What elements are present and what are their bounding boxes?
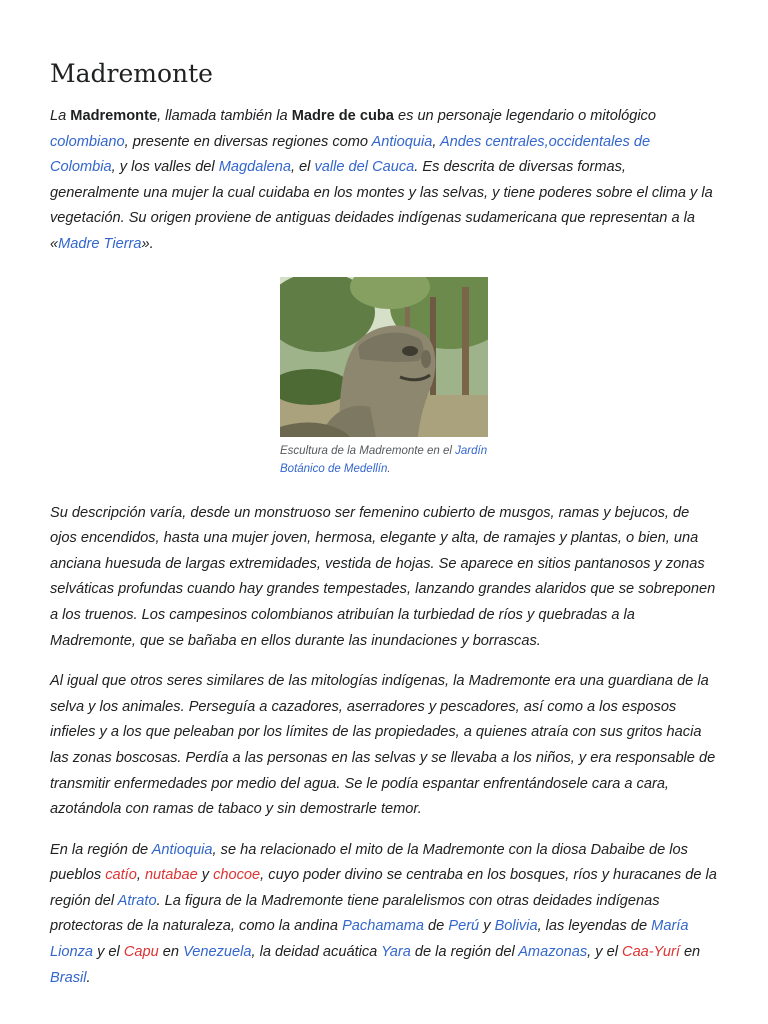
sculpture-photo[interactable]	[280, 277, 488, 437]
link-antioquia[interactable]: Antioquia	[371, 133, 433, 150]
link-colombiano[interactable]: colombiano	[50, 133, 125, 150]
link-pachamama[interactable]: Pachamama	[342, 918, 424, 935]
link-capu[interactable]: Capu	[123, 944, 159, 961]
link-maria-lionza[interactable]: María Lionza	[50, 918, 689, 961]
link-nutabae[interactable]: nutabae	[144, 867, 198, 884]
link-andes[interactable]: Andes centrales,occidentales de Colombia	[50, 133, 651, 176]
intro-paragraph: La Madremonte, llamada también la Madre de cuba es un personaje legendario o mitológico colombiano, presente en diversas regiones como Antioquia, Andes centrales,occidentales de Colombia, y los valles del Magdalena, el valle del Cauca. Es descrita de diversas formas, generalmente una mujer la cual cuidaba en los montes y las selvas, y tiene poderes sobre el clima y la vegetación. Su origen proviene de antiguas deidades indígenas sudamericana que representan a la «Madre Tierra».	[50, 108, 713, 252]
link-catio[interactable]: catío	[105, 867, 137, 884]
link-atrato[interactable]: Atrato	[117, 892, 157, 909]
link-caa-yuri[interactable]: Caa-Yurí	[622, 944, 680, 961]
figure-caption: Escultura de la Madremonte en el Jardín Botánico de Medellín.	[280, 444, 488, 475]
link-magdalena[interactable]: Magdalena	[218, 159, 291, 176]
bold-term: Madre de cuba	[291, 108, 394, 124]
link-venezuela[interactable]: Venezuela	[183, 944, 252, 961]
sculpture-image	[280, 277, 488, 437]
link-yara[interactable]: Yara	[381, 944, 411, 961]
link-valle-del-cauca[interactable]: valle del Cauca	[314, 159, 415, 176]
link-madre-tierra[interactable]: Madre Tierra	[58, 235, 142, 252]
link-chocoe[interactable]: chocoe	[213, 867, 261, 884]
link-antioquia[interactable]: Antioquia	[151, 841, 213, 858]
figure	[280, 277, 488, 478]
link-bolivia[interactable]: Bolivia	[494, 918, 538, 935]
page-title: Madremonte	[50, 59, 213, 88]
link-jardin-botanico[interactable]: Jardín Botánico de Medellín	[280, 444, 488, 475]
guardian-paragraph: Al igual que otros seres similares de las mitologías indígenas, la Madremonte era una guardiana de la selva y los animales. Perseguía a cazadores, aserradores y pescadores, así como a los esposos infieles y a los que peleaban por los límites de las propiedades, a quienes atraía con sus gritos hacia las zonas boscosas. Perdía a las personas en las selvas y se llevaba a los niños, y era responsable de transmitir enfermedades por medio del agua. Se le podía espantar enfrentándosele cara a cara, azotándola con ramas de tabaco y sin demostrarle temor.	[50, 673, 716, 818]
link-amazonas[interactable]: Amazonas	[518, 944, 588, 961]
bold-term: Madremonte	[70, 108, 158, 124]
link-peru[interactable]: Perú	[448, 918, 480, 935]
region-paragraph: En la región de Antioquia, se ha relacionado el mito de la Madremonte con la diosa Dabaibe de los pueblos catío, nutabae y chocoe, cuyo poder divino se centraba en los bosques, ríos y huracanes de la región del Atrato. La figura de la Madremonte tiene paralelismos con otras deidades indígenas protectoras de la naturaleza, como la andina Pachamama de Perú y Bolivia, las leyendas de María Lionza y el Capu en Venezuela, la deidad acuática Yara de la región del Amazonas, y el Caa-Yurí en Brasil.	[50, 841, 717, 986]
link-brasil[interactable]: Brasil	[50, 969, 87, 986]
description-paragraph: Su descripción varía, desde un monstruoso ser femenino cubierto de musgos, ramas y bejucos, de ojos encendidos, hasta una mujer joven, hermosa, elegante y alta, de ramajes y plantas, o bien, una anciana huesuda de largas extremidades, vestida de hojas. Se aparece en sitios pantanosos y zonas selváticas profundas cuando hay grandes tempestades, lanzando grandes alaridos que se sobreponen a los truenos. Los campesinos colombianos atribuían la turbiedad de ríos y quebradas a la Madremonte, que se bañaba en ellos durante las inundaciones y borrascas.	[50, 504, 716, 649]
